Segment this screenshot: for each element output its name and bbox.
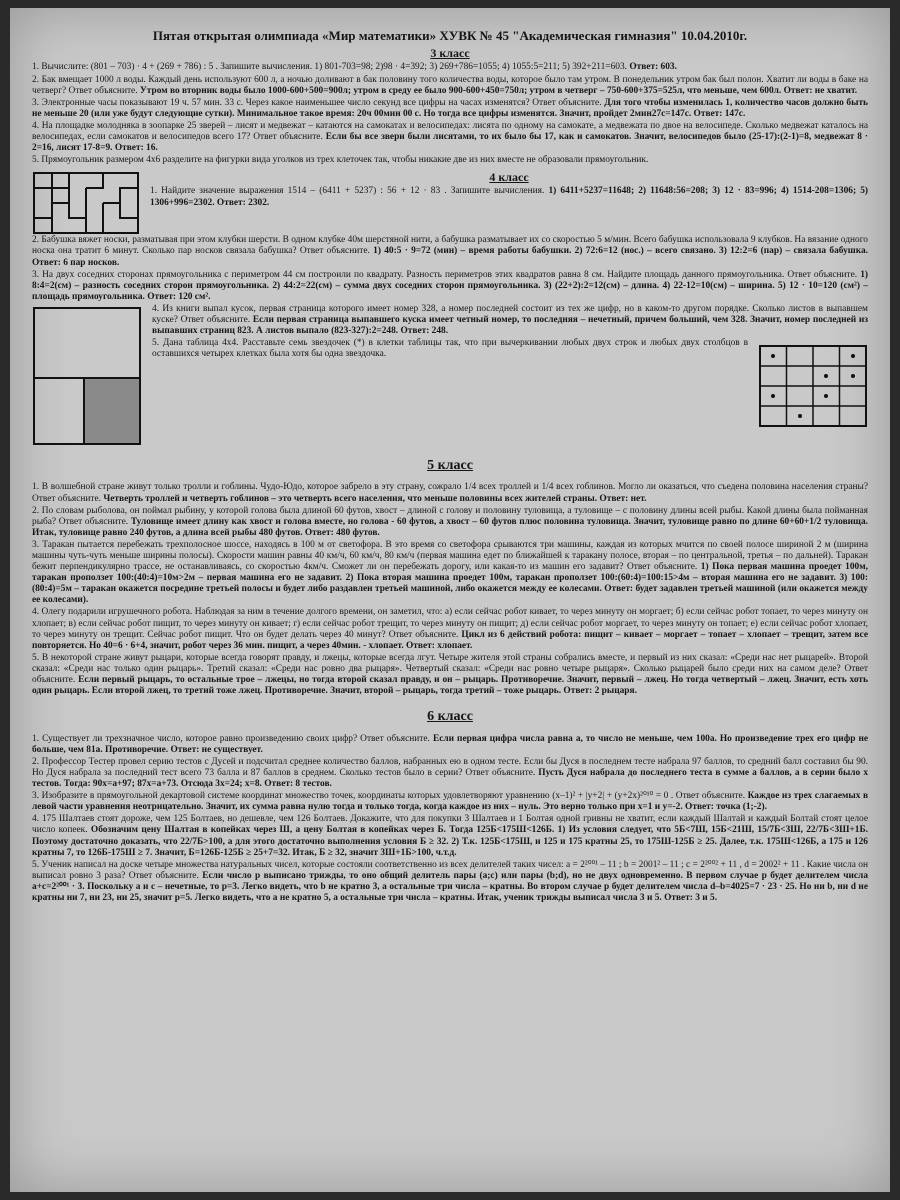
page-title: Пятая открытая олимпиада «Мир математики» ХУВК № 45 "Академическая гимназия" 10.04.2010г. bbox=[152, 28, 748, 43]
grade-4-heading: 4 класс bbox=[489, 170, 529, 185]
grade5-problem-2: 2. По словам рыболова, он поймал рыбину, у которой голова была длиной 60 футов, хвост – длиной с голову и половину туловища, а туловище – с половину длины всей рыбы. Какой длины была пойманная рыба? Ответ объясните. Туловище имеет длину как хвост и голова вместе, но голова - 60 футов, а хвост – 60 футов плюс половина туловища. Значит, туловище равно по длине 60+60+1/2 туловища. Итак, туловище равно 240 футов, а длина всей рыбы 480 футов. Ответ: 480 футов. bbox=[32, 505, 868, 538]
grade3-problem-3: 3. Электронные часы показывают 19 ч. 57 мин. 33 с. Через какое наименьшее число секунд все цифры на часах изменятся? Ответ объясните. Для того чтобы изменилась 1, количество часов должно быть не меньше 20 (или уже будут следующие сутки). Минимальное такое время: 20ч 00мин 00 с. Но тогда все цифры изменятся. Значит, пройдет 2мин27с=147с. Ответ: 147с. bbox=[32, 97, 869, 119]
grade4-problem-4: 4. Из книги выпал кусок, первая страница которого имеет номер 328, а номер последней состоит из тех же цифр, но в каком-то другом порядке. Сколько листов в выпавшем куске? Ответ объясните. Если первая страница выпавшего куска имеет четный номер, то последняя – нечетный, причем больший, чем 328. Значит, номер последней из выпавших страниц 823. А листов выпало (823-327):2=248. Ответ: 248. bbox=[152, 303, 869, 337]
olympiad-sheet bbox=[10, 8, 890, 1192]
grade5-problem-3: 3. Таракан пытается перебежать трехполосное шоссе, находясь в 100 м от светофора. В это время со светофора срываются три машины, каждая из которых мчится по своей полосе шириной 2 м (ширина машины чуть-чуть меньше ширины полосы). Скорости машин равны 40 км/ч, 60 км/ч, 80 км/ч (первая машина едет по ближайшей к таракану полосе, вторая – по центральной, третья – по дальней). Таракан бежит перпендикулярно трассе, не останавливаясь, со скоростью 4км/ч. Сможет ли он перебежать дорогу, или какая-то из машин его задавит? Ответ объясните. 1) Пока первая машина проедет 100м, таракан проползет 100:(40:4)=10м>2м – первая машина его не задавит. 2) Пока вторая машина проедет 100м, таракан проползет 100:(60:4)=100:15>4м – вторая машина его не задавит. 3) 100:(80:4)=5м – таракан окажется посредине третьей полосы и будет либо раздавлен третьей машиной, либо окажется между ее колесами. Ответ: будет задавлен третьей машиной (или окажется между ее колесами). bbox=[32, 539, 868, 606]
grade-6-heading: 6 класс bbox=[427, 709, 473, 725]
grade6-problem-1: 1. Существует ли трехзначное число, которое равно произведению своих цифр? Ответ объясните. Если первая цифра числа равна a, то число не меньше, чем 100a. Но произведение трех его цифр не больше, чем 81a. Противоречие. Ответ: не существует. bbox=[32, 733, 869, 755]
star-table-4x4 bbox=[758, 344, 868, 428]
grade4-problem-3: 3. На двух соседних сторонах прямоугольника с периметром 44 см построили по квадрату. Разность периметров этих квадратов равна 8 см. Найдите площадь данного прямоугольника. Ответ объясните. 1) 8:4=2(см) – разность соседних сторон прямоугольника. 2) 44:2=22(см) – сумма двух соседних сторон прямоугольника. 3) (22+2):2=12(см) – длина. 4) 22-12=10(см) – ширина. 5) 12 · 10=120 (см²) – площадь прямоугольника. Ответ: 120 см². bbox=[32, 269, 869, 302]
grade3-problem-1: 1. Вычислите: (801 – 703) · 4 + (269 + 786) : 5 . Запишите вычисления. 1) 801-703=98; 2)98 · 4=392; 3) 269+786=1055; 4) 1055:5=211; 5) 392+211=603. Ответ: 603. bbox=[32, 62, 677, 73]
grade3-problem-4: 4. На площадке молодняка в зоопарке 25 зверей – лисят и медвежат – катаются на самокатах и велосипедах: лисята по одному на самокате, а медвежата по двое на велосипеде. Сколько медвежат каталось на велосипедах, если самокатов и велосипедов всего 17? Ответ объясните. Если бы все звери были лисятами, то их было бы 17, как и самокатов. Значит, велосипедов было (25-17):(2-1)=8, медвежат 8 · 2=16, лисят 17-8=9. Ответ: 16. bbox=[32, 120, 869, 154]
grade6-problem-2: 2. Профессор Тестер провел серию тестов с Дусей и подсчитал среднее количество баллов, набранных ею в одном тесте. Если бы Дуся в последнем тесте набрала 97 баллов, то средний балл составил бы 90. Но Дуся набрала за последний тест всего 73 балла и 87 баллов в среднем. Сколько тестов было в серии? Ответ объясните. Пусть Дуся набрала до последнего теста в сумме a баллов, а в серии было x тестов. Тогда: 90x=a+97; 87x=a+73. Отсюда 3x=24; x=8. Ответ: 8 тестов. bbox=[32, 756, 869, 790]
grade5-problem-1: 1. В волшебной стране живут только тролли и гоблины. Чудо-Юдо, которое забрело в эту страну, сожрало 1/4 всех троллей и 1/4 всех гоблинов. Могло ли оказаться, что съедена половина населения страны? Ответ объясните. Четверть троллей и четверть гоблинов – это четверть всего населения, что меньше половины всех жителей страны. Ответ: нет. bbox=[32, 482, 868, 504]
grade6-problem-5: 5. Ученик написал на доске четыре множества натуральных чисел, которые состояли соответственно из всех делителей таких чисел: a = 2²⁰⁰¹ – 11 ; b = 2001² – 11 ; c = 2²⁰⁰² + 11 , d = 2002² + 11 . Какие числа он выписал ровно 3 раза? Ответ объясните. Если число p выписано трижды, то оно общий делитель пары (a;c) или пары (b;d), но не двух одновременно. В первом случае p будет делителем числа a+c=2²⁰⁰¹ · 3. Поскольку a и c – нечетные, то p=3. Легко видеть, что b не кратно 3, а остальные три числа – кратны. Во втором случае p будет делителем числа d–b=4025=7 · 23 · 25. Но ни b, ни d не кратны ни 7, ни 23, ни 25, значит p=5. Легко видеть, что a не кратно 5, а остальные три числа – кратны. Итак, ученик трижды выписал числа 3 и 5. Ответ: 3 и 5. bbox=[32, 859, 869, 904]
grade5-problem-5: 5. В некоторой стране живут рыцари, которые всегда говорят правду, и лжецы, которые всегда лгут. Четыре жителя этой страны собрались вместе, и первый из них сказал: «Среди нас нет рыцарей». Второй сказал: «Среди нас только один рыцарь». Третий сказал: «Среди нас ровно два рыцаря». Четвертый сказал: «Среди нас ровно четыре рыцаря». Сколько рыцарей было среди них на самом деле? Ответ объясните. Если первый рыцарь, то остальные трое – лжецы, но тогда второй сказал правду, и он – рыцарь. Противоречие. Значит, первый – лжец. Но тогда четвертый – лжец. Значит, есть хоть один рыцарь. Если второй лжец, то третий тоже лжец. Противоречие. Значит, второй – рыцарь, тогда третий – тоже рыцарь. Ответ: 2 рыцаря. bbox=[32, 652, 868, 697]
grade6-problem-3: 3. Изобразите в прямоугольной декартовой системе координат множество точек, координаты которых удовлетворяют уравнению (x–1)² + |y+2| + (y+2x)²⁰¹⁰ = 0 . Ответ объясните. Каждое из трех слагаемых в левой части уравнения неотрицательно. Значит, их сумма равна нулю тогда и только тогда, когда каждое из них – нуль. Это верно только при x=1 и y=-2. Ответ: точка (1;-2). bbox=[32, 791, 869, 813]
grade4-problem-1: 1. Найдите значение выражения 1514 – (6411 + 5237) : 56 + 12 · 83 . Запишите вычисления. 1) 6411+5237=11648; 2) 11648:56=208; 3) 12 · 83=996; 4) 1514-208=1306; 5) 1306+996=2302. Ответ: 2302. bbox=[150, 186, 869, 208]
grade3-problem-2: 2. Бак вмещает 1000 л воды. Каждый день используют 600 л, а ночью доливают в бак половину того количества воды, которое было там утром. В понедельник утром бак был полон. Хватит ли воды в баке на четверг? Ответ объясните. Утром во вторник воды было 1000-600+500=900л; утром в среду ее было 900-600+450=750л; утром в четверг – 750-600+375=525л, что меньше, чем 600л. Ответ: не хватит. bbox=[32, 74, 868, 96]
grade4-problem-5: 5. Дана таблица 4х4. Расставьте семь звездочек (*) в клетки таблицы так, что при вычеркивании любых двух строк и любых двух столбцов в оставшихся четырех клетках была хотя бы одна звездочка. bbox=[152, 338, 748, 360]
grade-3-heading: 3 класс bbox=[430, 46, 470, 61]
grade3-problem-5: 5. Прямоугольник размером 4х6 разделите на фигурки вида уголков из трех клеточек так, чтобы никакие две из них вместе не образовали прямоугольник. bbox=[32, 155, 649, 166]
rectangle-4x6-figure bbox=[32, 171, 140, 235]
grade5-problem-4: 4. Олегу подарили игрушечного робота. Наблюдая за ним в течение долгого времени, он заметил, что: а) если сейчас робот кивает, то через минуту он моргает; б) если сейчас робот топает, то через минуту он хлопает; в) если сейчас робот пищит, то через минуту он кивает; г) если сейчас робот трещит, то через минуту он пищит; д) если сейчас робот моргает, то через минуту он топает; е) если сейчас робот хлопает, то через минуту он трещит. Сейчас робот пищит. Что он будет делать через 40 минут? Ответ объясните. Цикл из 6 действий робота: пищит – кивает – моргает – топает – хлопает – трещит, затем все повторяется. Но 40=6 · 6+4, значит, робот через 36 мин. пищит, а через 40мин. - хлопает. Ответ: хлопает. bbox=[32, 607, 868, 651]
grade4-problem-2: 2. Бабушка вяжет носки, разматывая при этом клубки шерсти. В одном клубке 40м шерстяной нити, а бабушка разматывает их со скоростью 5 м/мин. Всего бабушка использовала 9 клубков. На вязание одного носка она тратит 6 минут. Сколько пар носков связала бабушка? Ответ объясните. 1) 40:5 · 9=72 (мин) – время работы бабушки. 2) 72:6=12 (нос.) – всего связано. 3) 12:2=6 (пар) – связала бабушка. Ответ: 6 пар носков. bbox=[32, 235, 868, 268]
grade-5-heading: 5 класс bbox=[427, 457, 473, 473]
grade6-problem-4: 4. 175 Шалтаев стоят дороже, чем 125 Болтаев, но дешевле, чем 126 Болтаев. Докажите, что для покупки 3 Шалтаев и 1 Болтая одной гривны не хватит, если каждый Шалтай и каждый Болтай стоят целое число копеек. Обозначим цену Шалтая в копейках через Ш, а цену Болтая в копейках через Б. Тогда 125Б<175Ш<126Б. 1) Из условия следует, что 5Б<7Ш, 15Б<21Ш, 15/7Б<3Ш, 22/7Б<3Ш+1Б. Поэтому достаточно доказать, что 22/7Б>100, а для этого достаточно выполнения условия Б ≥ 32. 2) Т.к. 125Б<175Ш, и 125 и 175 кратны 25, то 175Ш-125Б ≥ 25. Далее, т.к. 175Ш<126Б, а 175 и 126 кратны 7, то 126Б-175Ш ≥ 7. Значит, Б=126Б-125Б ≥ 25+7=32. Итак, Б ≥ 32, значит 3Ш+1Б>100, ч.т.д. bbox=[32, 814, 869, 858]
squares-figure bbox=[32, 306, 142, 446]
